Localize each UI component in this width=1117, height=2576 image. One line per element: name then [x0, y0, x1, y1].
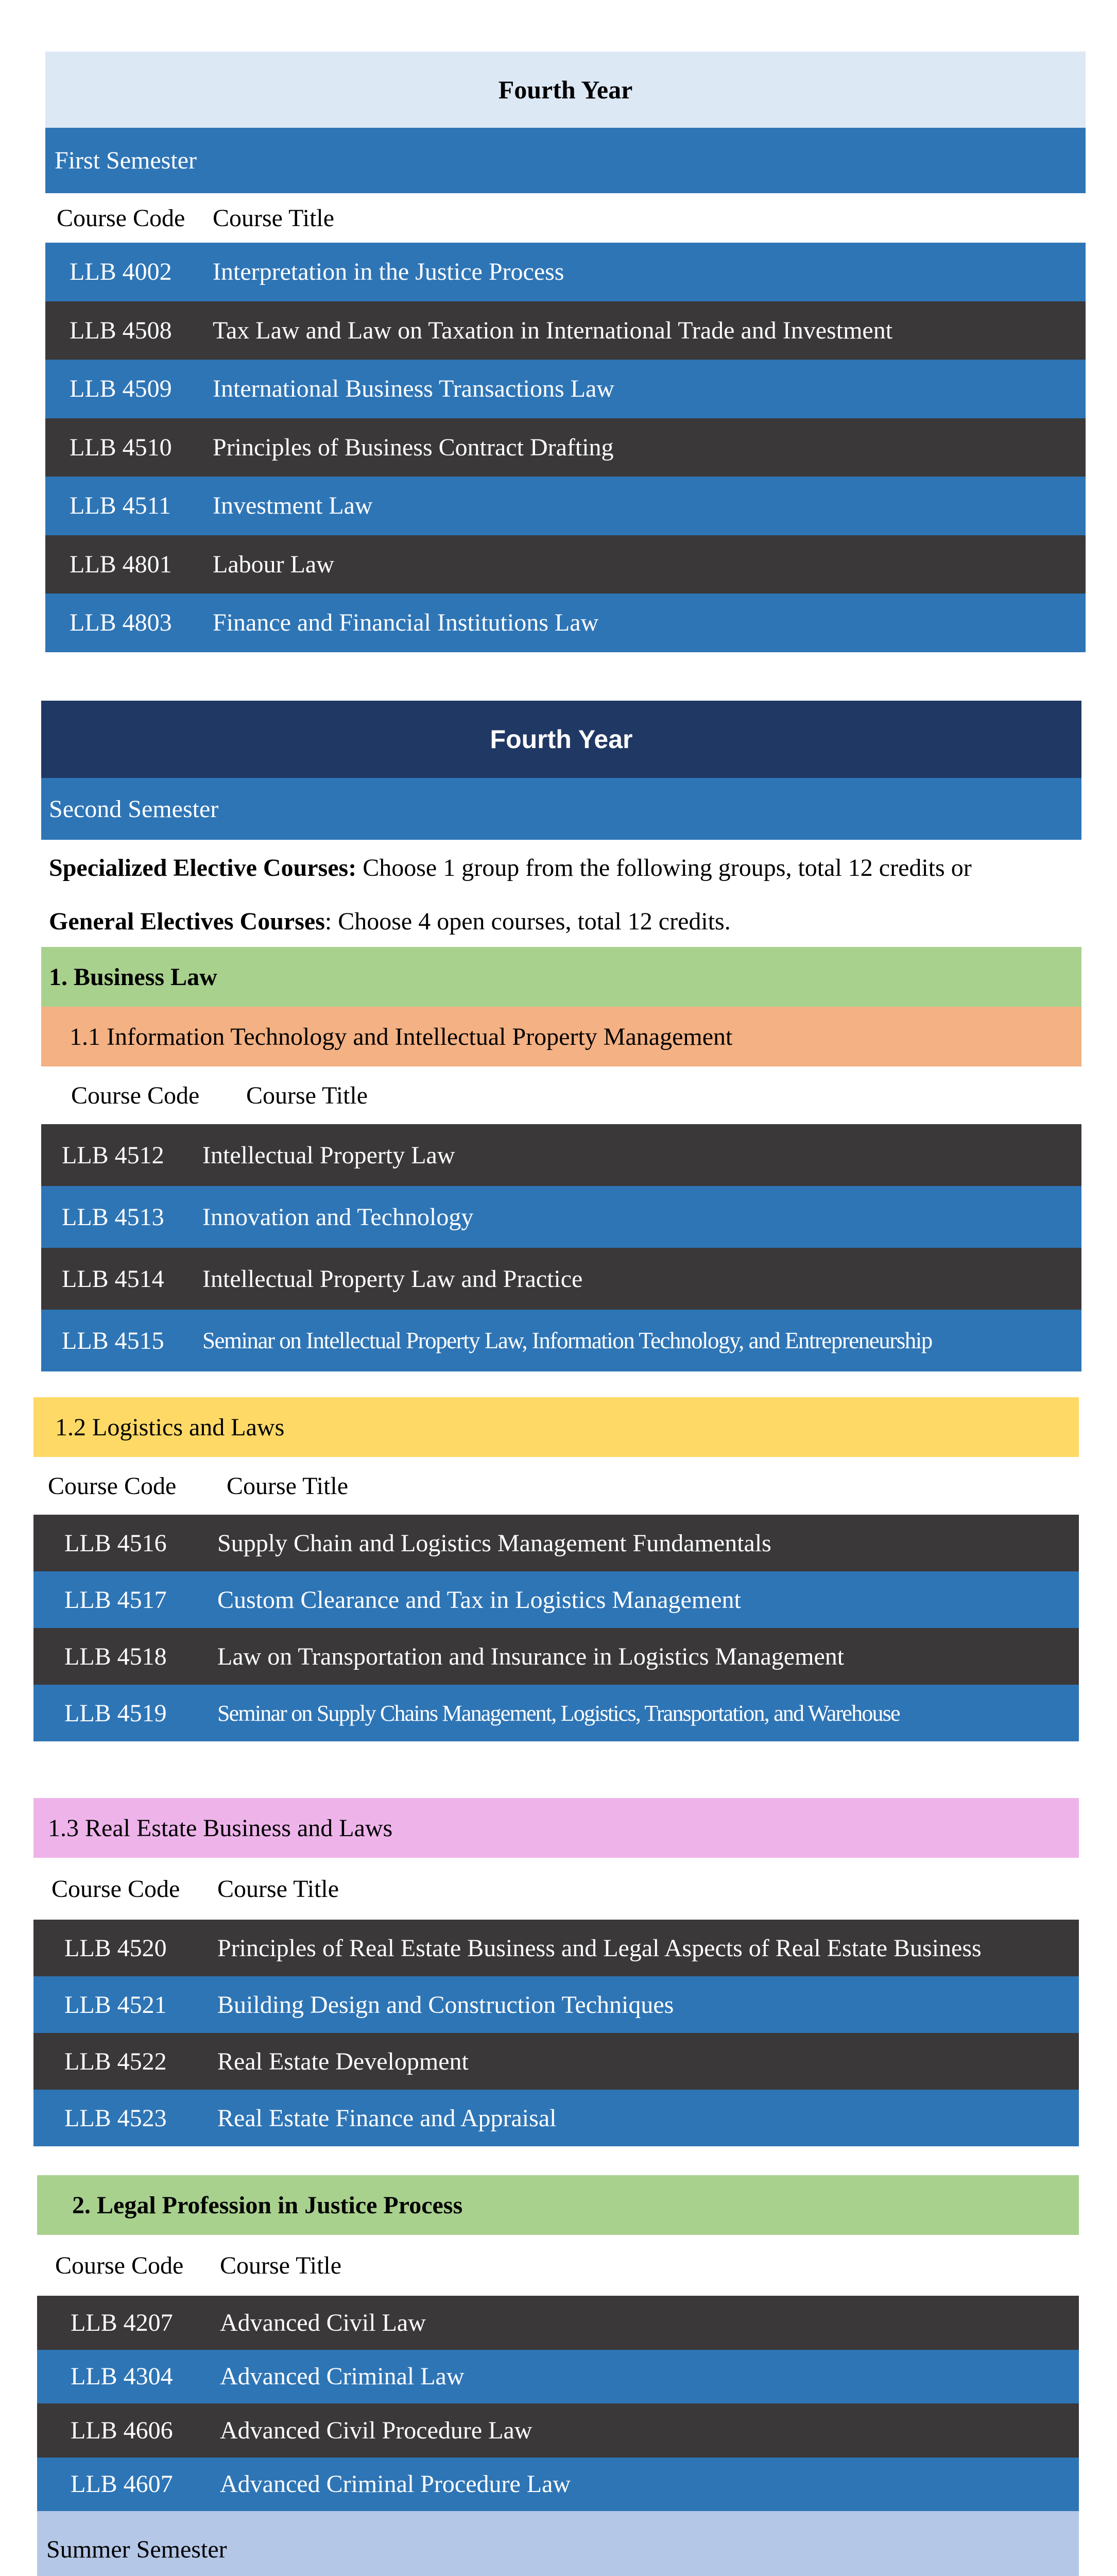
course-row	[33, 2033, 1079, 2090]
course-row	[45, 243, 1086, 301]
first-year-title-bar	[45, 52, 1086, 128]
course-code: LLB 4803	[70, 609, 172, 637]
course-title: Investment Law	[213, 492, 373, 520]
course-row	[41, 1248, 1081, 1310]
course-row	[45, 301, 1086, 360]
col-title-header: Course Title	[246, 1081, 368, 1109]
course-row	[37, 2350, 1079, 2404]
general-electives-label: General Electives Courses	[49, 907, 325, 935]
course-row	[45, 418, 1086, 477]
second-semester-label: Second Semester	[49, 795, 219, 823]
course-row	[33, 1685, 1079, 1741]
course-title: Advanced Civil Procedure Law	[220, 2416, 532, 2444]
course-row	[33, 1976, 1079, 2033]
course-title: Seminar on Supply Chains Management, Logistics, Transportation, and Warehouse	[217, 1700, 900, 1726]
course-title: Tax Law and Law on Taxation in International Trade and Investment	[213, 316, 893, 344]
course-title: Building Design and Construction Techniques	[217, 1991, 674, 2019]
sub11-table-header	[41, 1066, 1081, 1124]
course-code: LLB 4510	[70, 433, 172, 461]
course-title: International Business Transactions Law	[213, 375, 614, 403]
course-row	[41, 1186, 1081, 1248]
sub13-title: 1.3 Real Estate Business and Laws	[48, 1814, 393, 1842]
course-row	[41, 1124, 1081, 1186]
second-year-title-bar	[41, 701, 1081, 778]
course-row	[45, 535, 1086, 594]
course-row	[37, 2296, 1079, 2350]
course-code: LLB 4515	[62, 1327, 164, 1354]
first-year-title: Fourth Year	[498, 75, 633, 104]
course-code: LLB 4002	[70, 258, 172, 286]
col-title-header: Course Title	[227, 1472, 349, 1500]
course-row	[45, 477, 1086, 535]
sub11-title: 1.1 Information Technology and Intellectual Property Management	[70, 1023, 733, 1050]
course-row	[33, 1515, 1079, 1571]
col-code-header: Course Code	[71, 1081, 200, 1109]
course-title: Intellectual Property Law	[202, 1141, 455, 1169]
sub13-table-header	[33, 1858, 1079, 1920]
course-code: LLB 4511	[70, 492, 171, 520]
course-title: Custom Clearance and Tax in Logistics Management	[217, 1586, 741, 1614]
course-title: Intellectual Property Law and Practice	[202, 1265, 583, 1293]
course-title: Interpretation in the Justice Process	[213, 258, 564, 286]
course-row	[33, 2090, 1079, 2146]
specialized-electives-note	[49, 843, 1079, 892]
course-row	[37, 2403, 1079, 2458]
course-row	[33, 1571, 1079, 1628]
group2-title: 2. Legal Profession in Justice Process	[72, 2191, 463, 2219]
course-title: Finance and Financial Institutions Law	[213, 609, 599, 637]
course-code: LLB 4509	[70, 375, 172, 403]
course-title: Principles of Real Estate Business and Legal Aspects of Real Estate Business	[217, 1934, 982, 1962]
course-title: Real Estate Development	[217, 2047, 469, 2075]
course-row	[45, 594, 1086, 652]
sub12-table-header	[33, 1457, 1079, 1515]
course-code: LLB 4521	[64, 1991, 167, 2019]
course-title: Seminar on Intellectual Property Law, Information Technology, and Entrepreneurship	[202, 1328, 932, 1353]
general-electives-text: : Choose 4 open courses, total 12 credits.	[324, 907, 731, 935]
course-title: Principles of Business Contract Drafting	[213, 433, 614, 461]
col-code-header: Course Code	[51, 1875, 180, 1903]
second-year-title: Fourth Year	[490, 725, 633, 754]
course-code: LLB 4519	[64, 1699, 167, 1727]
group2-title-bar	[37, 2175, 1079, 2235]
course-code: LLB 4518	[64, 1642, 167, 1670]
group1-title: 1. Business Law	[49, 963, 217, 991]
course-row	[33, 1628, 1079, 1685]
col-code-header: Course Code	[48, 1472, 177, 1500]
course-code: LLB 4801	[70, 550, 172, 578]
general-electives-note	[49, 896, 1079, 946]
course-code: LLB 4513	[62, 1203, 164, 1231]
course-title: Law on Transportation and Insurance in Logistics Management	[217, 1642, 845, 1670]
course-code: LLB 4522	[64, 2047, 167, 2075]
course-title: Real Estate Finance and Appraisal	[217, 2104, 557, 2132]
course-code: LLB 4512	[62, 1141, 164, 1169]
course-row	[37, 2458, 1079, 2512]
col-title-header: Course Title	[217, 1875, 339, 1903]
col-code-header: Course Code	[55, 2251, 184, 2279]
course-row	[41, 1310, 1081, 1371]
first-semester-label: First Semester	[55, 147, 197, 174]
summer-semester-bar	[37, 2511, 1079, 2576]
course-code: LLB 4508	[70, 316, 172, 344]
sub12-title-bar	[33, 1397, 1079, 1457]
col-title-header: Course Title	[213, 204, 335, 232]
sub12-title: 1.2 Logistics and Laws	[55, 1413, 285, 1441]
course-code: LLB 4516	[64, 1529, 167, 1557]
course-title: Labour Law	[213, 550, 334, 578]
group1-title-bar	[41, 947, 1081, 1007]
col-title-header: Course Title	[220, 2251, 342, 2279]
first-semester-bar	[45, 128, 1086, 193]
course-code: LLB 4520	[64, 1934, 167, 1962]
sub11-title-bar	[41, 1007, 1081, 1066]
course-title: Supply Chain and Logistics Management Fundamentals	[217, 1529, 771, 1557]
course-title: Innovation and Technology	[202, 1203, 474, 1231]
course-code: LLB 4607	[71, 2470, 173, 2498]
specialized-electives-label: Specialized Elective Courses:	[49, 854, 357, 882]
course-code: LLB 4514	[62, 1265, 164, 1293]
specialized-electives-text: Choose 1 group from the following groups, total 12 credits or	[356, 854, 972, 882]
sub13-title-bar	[33, 1798, 1079, 1858]
group2-table-header	[37, 2235, 1079, 2296]
course-title: Advanced Criminal Procedure Law	[220, 2470, 571, 2498]
col-code-header: Course Code	[57, 204, 185, 232]
course-title: Advanced Criminal Law	[220, 2363, 465, 2391]
course-code: LLB 4523	[64, 2104, 167, 2132]
course-code: LLB 4207	[71, 2309, 173, 2336]
course-row	[45, 360, 1086, 418]
second-semester-bar	[41, 778, 1081, 840]
first-table-header	[45, 193, 1086, 243]
summer-semester-title: Summer Semester	[46, 2535, 227, 2563]
course-code: LLB 4304	[71, 2363, 173, 2391]
course-code: LLB 4606	[71, 2416, 173, 2444]
course-code: LLB 4517	[64, 1586, 167, 1614]
course-row	[33, 1920, 1079, 1976]
course-title: Advanced Civil Law	[220, 2309, 426, 2336]
